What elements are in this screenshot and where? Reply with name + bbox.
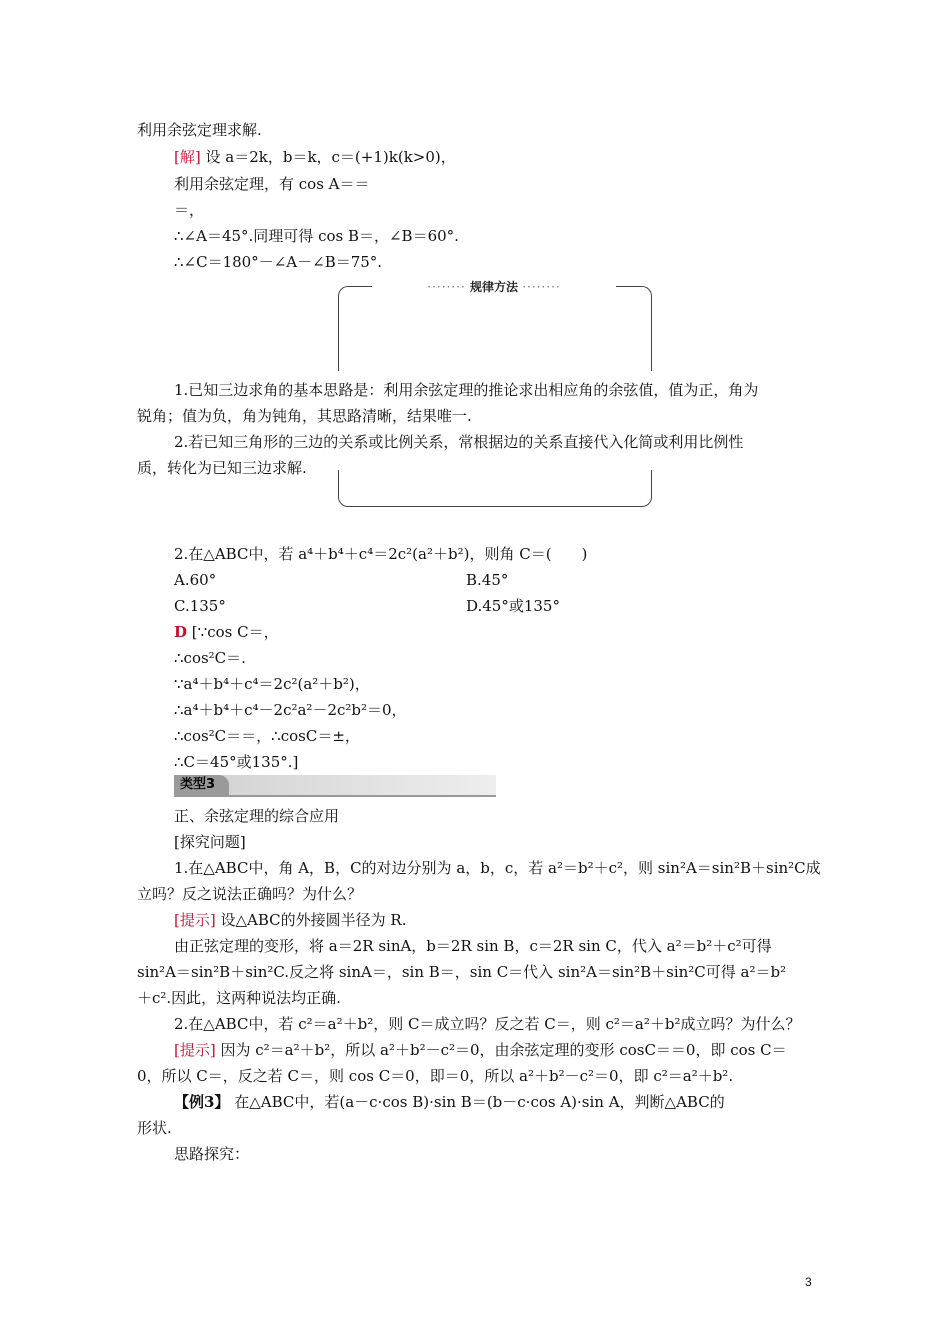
hint-line	[174, 1040, 787, 1060]
method-box-title	[372, 278, 616, 296]
explore-question: 2.在△ABC中，若 c²＝a²＋b²，则 C＝成立吗？反之若 C＝，则 c²＝a²＋b²成立吗？为什么？	[174, 1015, 801, 1033]
solution-line: 利用余弦定理，有 cos A＝＝	[174, 175, 370, 193]
method-box-top-border	[338, 286, 652, 371]
hint-text: 由正弦定理的变形，将 a＝2R sinA，b＝2R sin B，c＝2R sin C，代入 a²＝b²＋c²可得	[174, 937, 772, 955]
example-text: 形状.	[137, 1119, 172, 1137]
hint-line	[174, 910, 406, 930]
example-line	[174, 1092, 725, 1112]
section-label: 类型3	[174, 775, 229, 795]
explore-heading: [探究问题]	[174, 833, 246, 851]
explore-question: 立吗？反之说法正确吗？为什么？	[137, 885, 363, 903]
solution-text: 设 a＝2k，b＝k，c＝(+1)k(k>0)，	[205, 148, 456, 166]
answer-line	[174, 622, 279, 642]
method-text: 1.已知三边求角的基本思路是：利用余弦定理的推论求出相应角的余弦值，值为正，角为	[174, 381, 759, 399]
hint-tag: [提示]	[174, 1041, 216, 1059]
hint-text: 设△ABC的外接圆半径为 R.	[220, 911, 407, 929]
method-box-bottom-border	[338, 470, 652, 507]
solution-line: ∴∠C＝180°－∠A－∠B＝75°.	[174, 253, 383, 271]
example-tag: 【例3】	[174, 1093, 230, 1111]
hint-text: 因为 c²＝a²＋b²，所以 a²＋b²－c²＝0，由余弦定理的变形 cosC＝＝0，即 cos C＝	[220, 1041, 787, 1059]
hint-text: 0，所以 C＝，反之若 C＝，则 cos C＝0，即＝0，所以 a²＋b²－c²＝0，即 c²＝a²＋b².	[137, 1067, 734, 1085]
example-text: 在△ABC中，若(a－c·cos B)·sin B＝(b－c·cos A)·sin A，判断△ABC的	[234, 1093, 725, 1111]
option-d: D.45°或135°	[466, 597, 560, 615]
solution-tag: [解]	[174, 148, 201, 166]
answer-step: ∴cos²C＝＝，∴cosC＝±，	[174, 727, 360, 745]
option-b: B.45°	[466, 571, 509, 589]
answer-step: ∴C＝45°或135°.]	[174, 753, 299, 771]
hint-text: sin²A＝sin²B＋sin²C.反之将 sinA＝，sin B＝，sin C＝代入 sin²A＝sin²B＋sin²C可得 a²＝b²	[137, 963, 787, 981]
answer-letter: D	[174, 623, 188, 641]
method-text: 质，转化为已知三边求解.	[137, 459, 307, 477]
hint-text: ＋c².因此，这两种说法均正确.	[137, 989, 341, 1007]
page-number: 3	[805, 1275, 812, 1289]
solution-line: ∴∠A＝45°.同理可得 cos B＝，∠B＝60°.	[174, 227, 459, 245]
solution-line	[174, 147, 456, 167]
explore-question: 1.在△ABC中，角 A，B，C的对边分别为 a，b，c，若 a²＝b²＋c²，则 sin²A＝sin²B＋sin²C成	[174, 859, 821, 877]
method-box-title-text: 规律方法	[469, 280, 518, 294]
option-c: C.135°	[174, 597, 226, 615]
dots-decoration: ········	[522, 280, 561, 294]
solution-line: ＝，	[174, 201, 205, 219]
answer-step: ∴cos²C＝.	[174, 649, 246, 667]
text-line: 利用余弦定理求解.	[137, 121, 262, 139]
dots-decoration: ········	[427, 280, 466, 294]
option-a: A.60°	[174, 571, 217, 589]
answer-step: ∵a⁴＋b⁴＋c⁴＝2c²(a²＋b²)，	[174, 675, 370, 693]
method-text: 锐角；值为负，角为钝角，其思路清晰，结果唯一.	[137, 407, 472, 425]
answer-text: [∵cos C＝，	[191, 623, 279, 641]
question-stem: 2.在△ABC中，若 a⁴＋b⁴＋c⁴＝2c²(a²＋b²)，则角 C＝( )	[174, 545, 588, 563]
hint-tag: [提示]	[174, 911, 216, 929]
section-title: 正、余弦定理的综合应用	[174, 807, 340, 825]
answer-step: ∴a⁴＋b⁴＋c⁴－2c²a²－2c²b²＝0，	[174, 701, 407, 719]
thinking-label: 思路探究：	[174, 1145, 250, 1163]
method-text: 2.若已知三角形的三边的关系或比例关系，常根据边的关系直接代入化简或利用比例性	[174, 433, 744, 451]
